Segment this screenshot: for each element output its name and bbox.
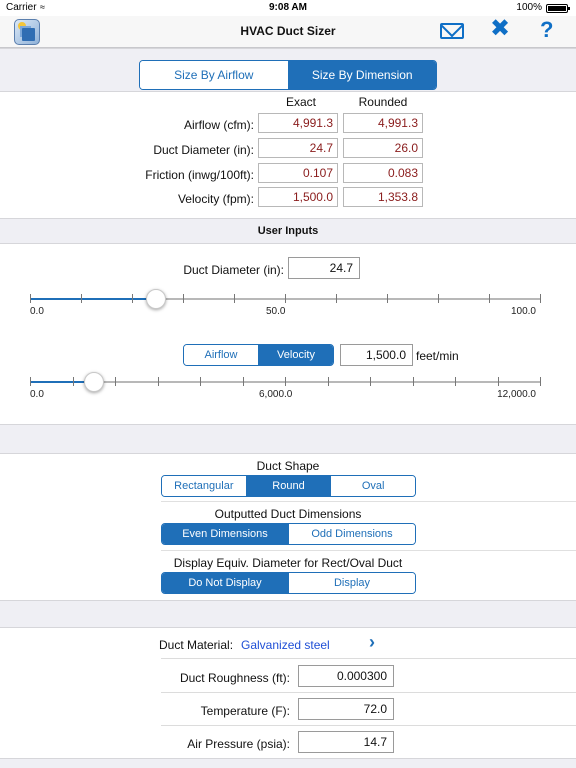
slider-min-label: 0.0 (30, 306, 44, 317)
friction-rounded-value: 0.083 (343, 163, 423, 183)
slider-tick (132, 294, 133, 303)
velocity-result-label: Velocity (fpm): (177, 192, 254, 206)
shape-oval-option[interactable]: Oval (330, 476, 415, 496)
chevron-right-icon[interactable]: › (369, 632, 375, 652)
slider-tick (285, 294, 286, 303)
help-icon[interactable]: ? (540, 17, 554, 42)
divider (161, 725, 576, 726)
carrier-label: Carrier (6, 2, 37, 13)
output-dimensions-title: Outputted Duct Dimensions (214, 507, 362, 521)
velocity-option[interactable]: Velocity (258, 345, 333, 365)
flow-mode-segmented-control (183, 344, 334, 366)
velocity-input[interactable]: 1,500.0 (340, 344, 413, 366)
slider-fill (30, 298, 156, 300)
status-bar (0, 0, 576, 16)
slider-tick (498, 377, 499, 386)
slider-tick (540, 377, 541, 386)
size-by-airflow-tab[interactable]: Size By Airflow (140, 61, 288, 89)
duct-roughness-input[interactable]: 0.000300 (298, 665, 394, 687)
even-dimensions-option[interactable]: Even Dimensions (162, 524, 288, 544)
air-pressure-label: Air Pressure (psia): (187, 737, 290, 751)
battery-percent: 100% (516, 2, 542, 13)
friction-result-label: Friction (inwg/100ft): (145, 168, 254, 182)
user-inputs-header: User Inputs (0, 218, 576, 244)
slider-tick (81, 294, 82, 303)
slider-tick (73, 377, 74, 386)
duct-shape-segmented-control (161, 475, 416, 497)
clock: 9:08 AM (269, 2, 307, 13)
slider-tick (489, 294, 490, 303)
velocity-slider[interactable] (30, 367, 540, 400)
duct-material-value[interactable]: Galvanized steel (241, 638, 330, 652)
tools-icon[interactable]: ✖ (490, 15, 511, 42)
mail-icon[interactable] (440, 23, 464, 39)
diameter-exact-value: 24.7 (258, 138, 338, 158)
slider-tick (30, 294, 31, 303)
velocity-rounded-value: 1,353.8 (343, 187, 423, 207)
slider-tick (234, 294, 235, 303)
slider-tick (438, 294, 439, 303)
equiv-diameter-segmented-control (161, 572, 416, 594)
slider-tick (285, 377, 286, 386)
slider-tick (370, 377, 371, 386)
divider (161, 658, 576, 659)
duct-material-label: Duct Material: (159, 638, 234, 652)
slider-tick (158, 377, 159, 386)
diameter-rounded-value: 26.0 (343, 138, 423, 158)
airflow-exact-value: 4,991.3 (258, 113, 338, 133)
slider-thumb[interactable] (146, 289, 166, 309)
temperature-input[interactable]: 72.0 (298, 698, 394, 720)
battery-icon (546, 4, 568, 13)
wifi-icon: ≈ (40, 2, 45, 12)
rounded-column-header: Rounded (358, 95, 408, 109)
velocity-exact-value: 1,500.0 (258, 187, 338, 207)
slider-tick (30, 377, 31, 386)
air-pressure-input[interactable]: 14.7 (298, 731, 394, 753)
odd-dimensions-option[interactable]: Odd Dimensions (288, 524, 415, 544)
nav-bar (0, 16, 576, 48)
duct-diameter-input[interactable]: 24.7 (288, 257, 360, 279)
slider-tick (183, 294, 184, 303)
shape-rectangular-option[interactable]: Rectangular (162, 476, 246, 496)
duct-diameter-input-label: Duct Diameter (in): (183, 263, 284, 277)
slider-mid-label: 50.0 (266, 306, 286, 317)
slider-mid-label: 6,000.0 (259, 389, 293, 400)
slider-tick (413, 377, 414, 386)
mode-segmented-control (139, 60, 437, 90)
slider-tick (115, 377, 116, 386)
slider-tick (336, 294, 337, 303)
display-option[interactable]: Display (288, 573, 415, 593)
slider-thumb[interactable] (84, 372, 104, 392)
slider-max-label: 100.0 (510, 306, 536, 317)
slider-tick (455, 377, 456, 386)
shape-round-option[interactable]: Round (246, 476, 331, 496)
divider (161, 501, 576, 502)
airflow-rounded-value: 4,991.3 (343, 113, 423, 133)
divider (161, 692, 576, 693)
slider-tick (243, 377, 244, 386)
exact-column-header: Exact (285, 95, 316, 109)
slider-max-label: 12,000.0 (497, 389, 536, 400)
do-not-display-option[interactable]: Do Not Display (162, 573, 288, 593)
slider-min-label: 0.0 (30, 389, 44, 400)
size-by-dimension-tab[interactable]: Size By Dimension (288, 61, 437, 89)
friction-exact-value: 0.107 (258, 163, 338, 183)
airflow-option[interactable]: Airflow (184, 345, 258, 365)
duct-diameter-slider[interactable] (30, 284, 540, 317)
bottom-band (0, 758, 576, 768)
velocity-unit-label: feet/min (416, 349, 459, 363)
page-title: HVAC Duct Sizer (240, 24, 336, 38)
temperature-label: Temperature (F): (200, 704, 290, 718)
slider-tick (540, 294, 541, 303)
diameter-result-label: Duct Diameter (in): (153, 143, 254, 157)
slider-tick (200, 377, 201, 386)
options-band (0, 424, 576, 454)
slider-tick (387, 294, 388, 303)
duct-shape-title: Duct Shape (256, 459, 320, 473)
properties-band (0, 600, 576, 628)
slider-tick (328, 377, 329, 386)
airflow-result-label: Airflow (cfm): (184, 118, 254, 132)
equiv-diameter-title: Display Equiv. Diameter for Rect/Oval Duct (173, 556, 403, 570)
output-dimensions-segmented-control (161, 523, 416, 545)
duct-roughness-label: Duct Roughness (ft): (179, 671, 290, 685)
divider (161, 550, 576, 551)
